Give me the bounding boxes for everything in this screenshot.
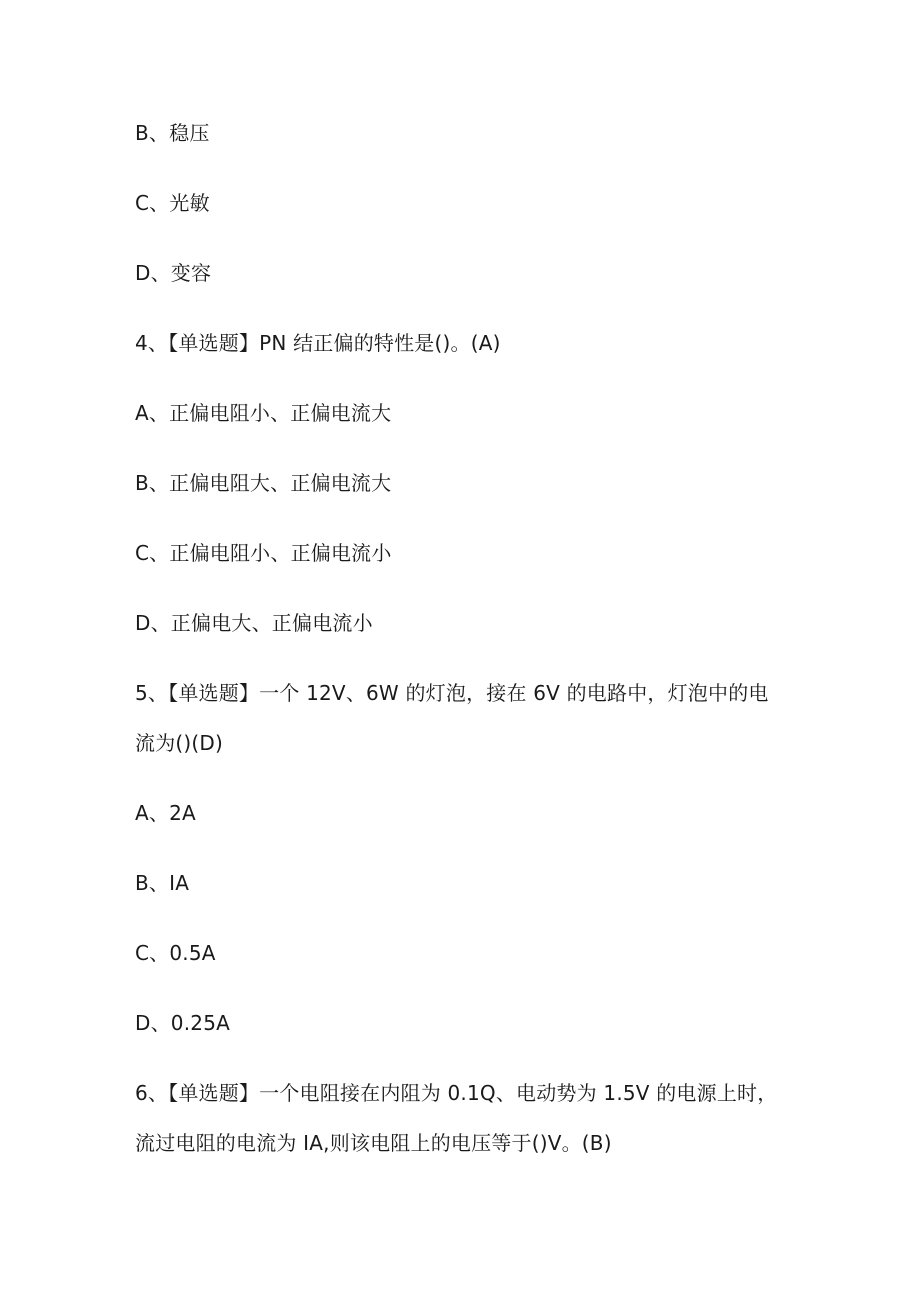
q3-option-d: D、变容 bbox=[135, 261, 212, 285]
q5-option-b: B、IA bbox=[135, 871, 190, 895]
q4-option-a: A、正偏电阻小、正偏电流大 bbox=[135, 401, 392, 425]
q5-question-line-2: 流为()(D) bbox=[135, 731, 224, 755]
q4-question: 4、【单选题】PN 结正偏的特性是()。(A) bbox=[135, 331, 501, 355]
q6-question-line-2: 流过电阻的电流为 IA,则该电阻上的电压等于()V。(B) bbox=[135, 1131, 612, 1155]
q4-option-b: B、正偏电阻大、正偏电流大 bbox=[135, 471, 392, 495]
q5-option-d: D、0.25A bbox=[135, 1011, 231, 1035]
q3-option-c: C、光敏 bbox=[135, 191, 210, 215]
q5-option-c: C、0.5A bbox=[135, 941, 216, 965]
q4-option-d: D、正偏电大、正偏电流小 bbox=[135, 611, 373, 635]
q5-question-line-1: 5、【单选题】一个 12V、6W 的灯泡，接在 6V 的电路中，灯泡中的电 bbox=[135, 681, 769, 705]
q3-option-b: B、稳压 bbox=[135, 121, 210, 145]
q6-question-line-1: 6、【单选题】一个电阻接在内阻为 0.1Q、电动势为 1.5V 的电源上时， bbox=[135, 1081, 778, 1105]
q5-option-a: A、2A bbox=[135, 801, 196, 825]
q4-option-c: C、正偏电阻小、正偏电流小 bbox=[135, 541, 392, 565]
